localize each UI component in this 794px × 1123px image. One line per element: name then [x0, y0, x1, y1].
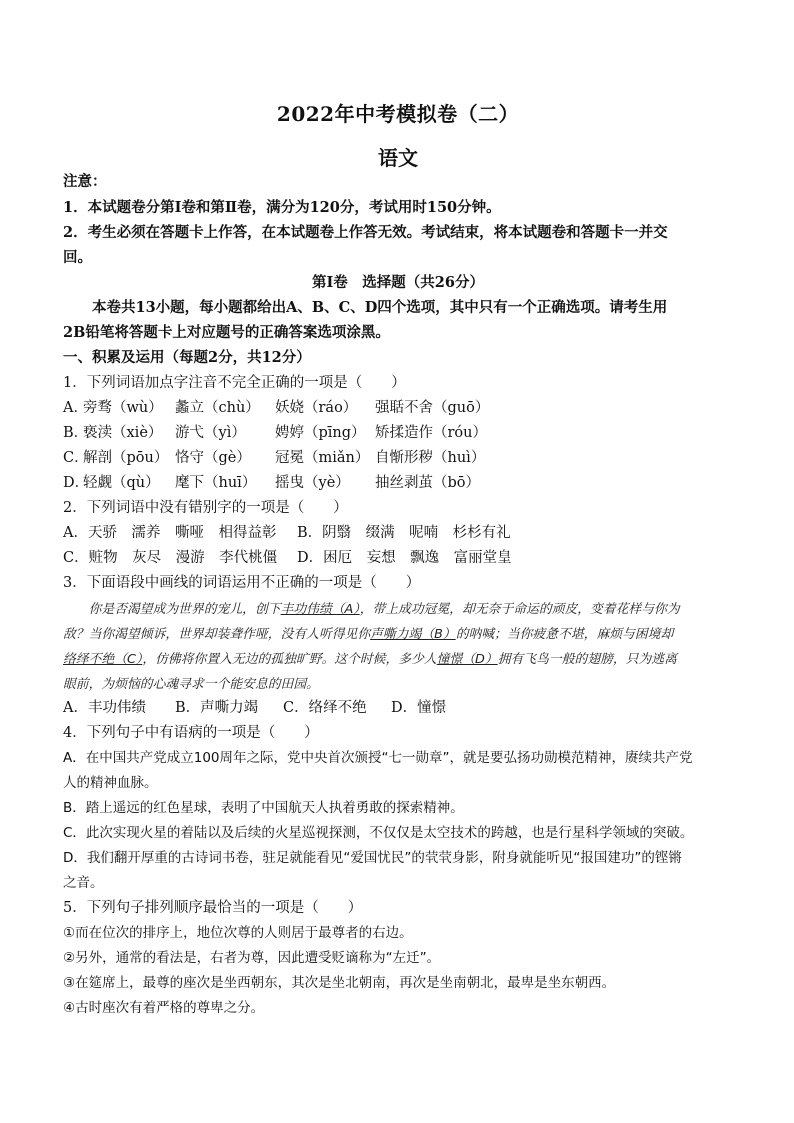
option-word: 轻觑（qù）: [83, 475, 160, 491]
option-letter: D．: [63, 475, 90, 491]
option-word: 强聒不舍（guō）: [375, 400, 490, 416]
option-word: 摇曳（yè）: [275, 475, 350, 491]
passage-text: ，仿佛将你置入无边的孤独旷野。这个时候，多少人: [142, 652, 437, 667]
option-word: 冠冕（miǎn）: [275, 450, 370, 466]
q5-sentence-1: ①而在位次的排序上，地位次尊的人则居于最尊者的右边。: [63, 925, 413, 941]
question-3-stem: 3．下面语段中画线的词语运用不正确的一项是（ ）: [63, 575, 421, 591]
option-letter: C．: [63, 450, 89, 466]
q4-option-c: C．此次实现火星的着陆以及后续的火星巡视探测，不仅仅是太空技术的跨越，也是行星科学领域的突破。: [63, 825, 694, 841]
option-word: 矫揉造作（róu）: [375, 425, 487, 441]
option-letter: A．: [63, 400, 88, 416]
option-letter: B．: [63, 425, 89, 441]
q4-option-a-cont: 人的精神血脉。: [63, 775, 158, 791]
option-word: 游弋（yì）: [175, 425, 246, 441]
passage-text: 拥有飞鸟一般的翅膀，只为逃离: [497, 652, 677, 667]
question-1-stem: 1．下列词语加点字注音不完全正确的一项是（ ）: [63, 375, 406, 391]
notice-label: 注意：: [63, 173, 107, 190]
notice-item-2-cont: 回。: [63, 249, 92, 266]
underlined-word-c: 络绎不绝（C）: [63, 652, 143, 667]
q2-option-a: A．天骄 濡养 嘶哑 相得益彰: [63, 525, 277, 541]
question-4-stem: 4．下列句子中有语病的一项是（ ）: [63, 725, 319, 741]
notice-item-1: 1．本试题卷分第Ⅰ卷和第Ⅱ卷，满分为120分，考试用时150分钟。: [63, 199, 501, 216]
option-word: 娉婷（pīng）: [275, 425, 366, 441]
underlined-word-a: 丰功伟绩（A）: [280, 602, 360, 617]
passage-text: 的呐喊；当你疲惫不堪，麻烦与困境却: [455, 627, 674, 642]
q1-option-c: [63, 448, 733, 468]
section-title: 第Ⅰ卷 选择题（共26分）: [312, 274, 484, 291]
exam-title: 2022年中考模拟卷（二）: [276, 102, 520, 126]
option-word: 蠡立（chù）: [175, 400, 260, 416]
option-word: 自惭形秽（huì）: [375, 450, 486, 466]
notice-item-2: 2．考生必须在答题卡上作答，在本试题卷上作答无效。考试结束，将本试题卷和答题卡一并交: [63, 224, 668, 241]
q4-option-a: A．在中国共产党成立100周年之际，党中央首次颁授“七一勋章”，就是要弘扬功勋模范精神，赓续共产党: [63, 750, 693, 766]
underlined-word-b: 声嘶力竭（B）: [370, 627, 456, 642]
q3-passage-line-4: 眼前，为烦恼的心魂寻求一个能安息的田园。: [63, 677, 319, 692]
q3-option-c: C．络绎不绝: [283, 700, 367, 716]
q1-option-b: [63, 423, 733, 443]
q4-option-b: B．踏上遥远的红色星球，表明了中国航天人执着勇敢的探索精神。: [63, 800, 464, 816]
q3-option-b: B．声嘶力竭: [175, 700, 259, 716]
q1-option-d: [63, 473, 733, 493]
passage-text: ，带上成功冠冕，却无奈于命运的顽皮，变着花样与你为: [359, 602, 680, 617]
passage-text: 你是否渴望成为世界的宠儿，创下: [88, 602, 281, 617]
option-word: 恪守（gè）: [175, 450, 251, 466]
section-intro-cont: 2B铅笔将答题卡上对应题号的正确答案选项涂黑。: [63, 324, 390, 341]
q3-passage-line-2: [63, 622, 733, 647]
q3-passage-line-1: [63, 597, 733, 622]
option-word: 抽丝剥茧（bō）: [375, 475, 481, 491]
option-word: 妖娆（ráo）: [275, 400, 358, 416]
q5-sentence-3: ③在筵席上，最尊的座次是坐西朝东，其次是坐北朝南，再次是坐南朝北，最卑是坐东朝西。: [63, 975, 616, 991]
q3-option-d: D．憧憬: [391, 700, 447, 716]
option-word: 麾下（huī）: [175, 475, 257, 491]
q2-option-d: D．困厄 妄想 飘逸 富丽堂皇: [297, 550, 512, 566]
q2-options-row-2: [63, 548, 733, 568]
q2-option-b: B．阴翳 缀满 呢喃 杉杉有礼: [297, 525, 511, 541]
q4-option-d: D．我们翻开厚重的古诗词书卷，驻足就能看见“爱国忧民”的茕茕身影，附身就能听见“报国建功”的铿锵: [63, 850, 682, 866]
q3-passage-line-3: [63, 647, 733, 672]
q2-options-row-1: [63, 523, 733, 543]
subject-title: 语文: [378, 146, 418, 170]
question-5-stem: 5．下列句子排列顺序最恰当的一项是（ ）: [63, 900, 363, 916]
option-word: 解剖（pōu）: [83, 450, 169, 466]
underlined-word-d: 憧憬（D）: [436, 652, 498, 667]
question-2-stem: 2．下列词语中没有错别字的一项是（ ）: [63, 500, 348, 516]
option-word: 旁骛（wù）: [83, 400, 163, 416]
q2-option-c: C．赃物 灰尽 漫游 李代桃僵: [63, 550, 278, 566]
q1-option-a: [63, 398, 733, 418]
q5-sentence-2: ②另外，通常的看法是，右者为尊，因此遭受贬谪称为“左迁”。: [63, 950, 441, 966]
q5-sentence-4: ④古时座次有着严格的尊卑之分。: [63, 1000, 265, 1016]
part-title: 一、积累及运用（每题2分，共12分）: [63, 349, 311, 366]
option-word: 亵渎（xiè）: [83, 425, 163, 441]
section-intro: 本卷共13小题，每小题都给出A、B、C、D四个选项，其中只有一个正确选项。请考生用: [92, 299, 668, 316]
q4-option-d-cont: 之音。: [63, 875, 104, 891]
q3-options: [63, 698, 733, 718]
passage-text: 敌？当你渴望倾诉，世界却装聋作哑，没有人听得见你: [63, 627, 371, 642]
q3-option-a: A．丰功伟绩: [63, 700, 146, 716]
